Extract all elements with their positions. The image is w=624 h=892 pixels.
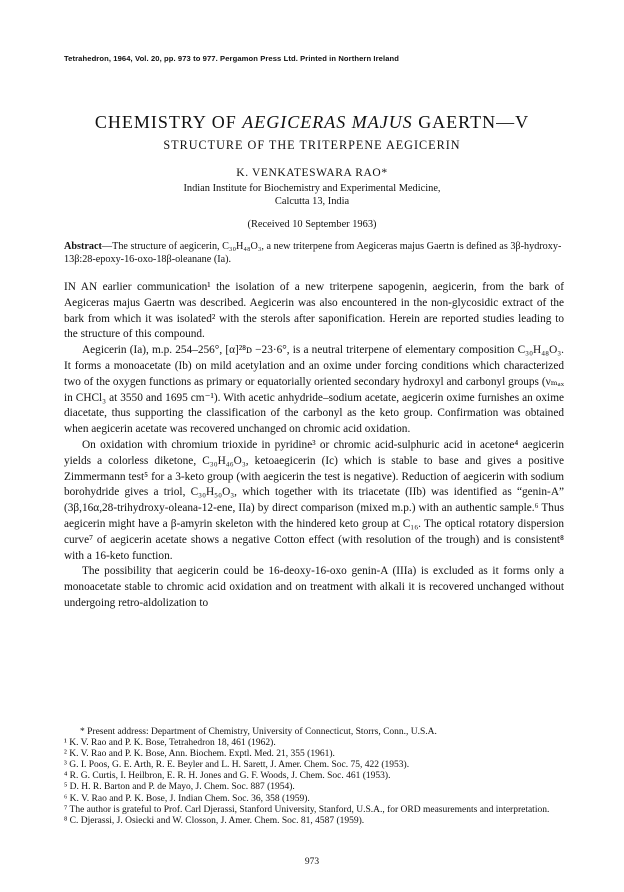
running-header: Tetrahedron, 1964, Vol. 20, pp. 973 to 977. Pergamon Press Ltd. Printed in Northern Ireland xyxy=(64,54,400,63)
body-paragraph: On oxidation with chromium trioxide in pyridine³ or chromic acid-sulphuric acid in acetone⁴ aegicerin yields a colorless diketone, C₃₀H₄₆O₃, ketoaegicerin (Ic) which is stable to base and gives a positive Zimmermann test⁵ for a 3-keto group (with aegicerin the test is negative). Reduction of aegicerin with sodium borohydride gives a triol, C₃₀H₅₀O₃, which together with its triacetate (IIb) was identified as “genin-A” (3β,16α,28-trihydroxy-oleana-12-ene, IIa) by direct comparison (mixed m.p.) with an authentic sample.⁶ Thus aegicerin might have a β-amyrin skeleton with the hindered keto group at C₁₆. The optical rotatory dispersion curve⁷ of aegicerin acetate shows a negative Cotton effect (with resolution of the trough) and is consistent⁸ with a 16-keto function. xyxy=(64,438,564,562)
body-paragraph: The possibility that aegicerin could be 16-deoxy-16-oxo genin-A (IIIa) is excluded as it forms only a monoacetate stable to chromic acid oxidation and on treatment with alkali it is recovered unchanged without undergoing retro-aldolization to xyxy=(64,565,564,609)
footnote: ² K. V. Rao and P. K. Bose, Ann. Biochem. Exptl. Med. 21, 355 (1961). xyxy=(64,749,335,760)
article-subtitle: STRUCTURE OF THE TRITERPENE AEGICERIN xyxy=(163,138,461,152)
footnote: ⁸ C. Djerassi, J. Osiecki and W. Closson, J. Amer. Chem. Soc. 81, 4587 (1959). xyxy=(64,815,365,826)
footnote: ⁵ D. H. R. Barton and P. de Mayo, J. Chem. Soc. 887 (1954). xyxy=(64,782,295,793)
affiliation-line-1: Indian Institute for Biochemistry and Experimental Medicine, xyxy=(183,183,441,194)
abstract-label: Abstract xyxy=(64,241,102,252)
body-text xyxy=(64,280,564,612)
footnote: ¹ K. V. Rao and P. K. Bose, Tetrahedron 18, 461 (1962). xyxy=(64,738,276,749)
footnote: ⁶ K. V. Rao and P. K. Bose, J. Indian Chem. Soc. 36, 358 (1959). xyxy=(64,793,310,804)
received-date: (Received 10 September 1963) xyxy=(247,219,377,230)
footnote: ⁴ R. G. Curtis, I. Heilbron, E. R. H. Jones and G. F. Woods, J. Chem. Soc. 461 (1953). xyxy=(64,771,391,782)
title-suffix: GAERTN—V xyxy=(412,112,530,132)
title-prefix: CHEMISTRY OF xyxy=(94,112,243,132)
article-title xyxy=(0,112,624,133)
abstract xyxy=(64,240,564,266)
affiliation xyxy=(0,182,624,208)
footnote: ³ G. I. Poos, G. E. Arth, R. E. Beyler and L. H. Sarett, J. Amer. Chem. Soc. 75, 422 (1953). xyxy=(64,760,410,771)
title-italic: AEGICERAS MAJUS xyxy=(242,112,413,132)
footnote: * Present address: Department of Chemistry, University of Connecticut, Storrs, Conn., U.S.A. xyxy=(80,727,437,737)
page-number: 973 xyxy=(304,857,320,867)
author-name: K. VENKATESWARA RAO* xyxy=(236,167,388,179)
affiliation-line-2: Calcutta 13, India xyxy=(274,196,350,207)
footnotes xyxy=(64,727,564,827)
body-paragraph: IN AN earlier communication¹ the isolation of a new triterpene sapogenin, aegicerin, from the bark of Aegiceras majus Gaertn was described. Aegicerin was also encountered in the non-glycosidic extract of the bark from which it was isolated² with the sterols after saponification. Herein are reported studies leading to the structure of this compound. xyxy=(64,281,564,341)
abstract-text: —The structure of aegicerin, C₃₀H₄₈O₃, a new triterpene from Aegiceras majus Gaertn is defined as 3β-hydroxy-13β:28-epoxy-16-oxo-18β-oleanane (Ia). xyxy=(64,241,562,266)
footnote: ⁷ The author is grateful to Prof. Carl Djerassi, Stanford University, Stanford, U.S.A., for ORD measurements and interpretation. xyxy=(64,804,550,815)
body-paragraph: Aegicerin (Ia), m.p. 254–256°, [α]²⁸ᴅ −23·6°, is a neutral triterpene of elementary composition C₃₀H₄₈O₃. It forms a monoacetate (Ib) on mild acetylation and an oxime under forcing conditions which characterized two of the oxygen functions as primary or equatorially oriented secondary hydroxyl and carbonyl groups (νₘₐₓ in CHCl₃ at 3550 and 1695 cm⁻¹). With acetic anhydride–sodium acetate, aegicerin oxime furnishes an oxime diacetate, thus supporting the classification of the carbonyl as the keto group. Confirmation was obtained when aegicerin acetate was recovered unchanged on chromic acid oxidation. xyxy=(64,344,564,436)
